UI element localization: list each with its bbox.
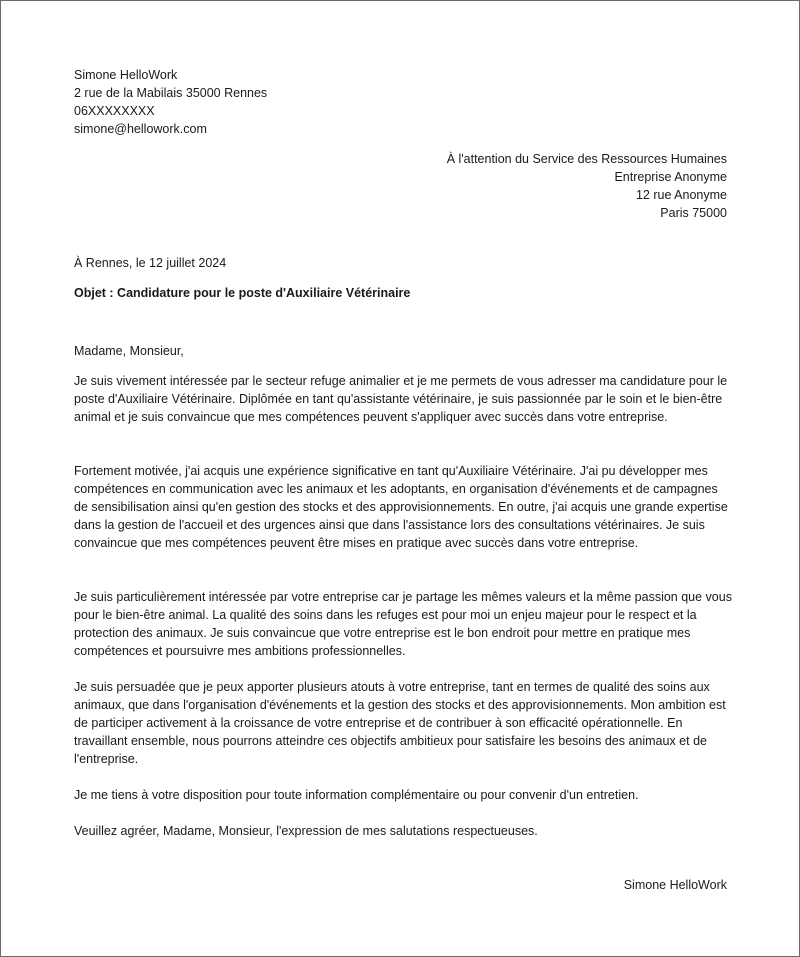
recipient-company: Entreprise Anonyme [614,170,727,184]
body-paragraph-5: Je me tiens à votre disposition pour toute information complémentaire ou pour convenir d'un entretien. [74,788,639,802]
sender-name: Simone HelloWork [74,68,178,82]
recipient-attention: À l'attention du Service des Ressources Humaines [446,152,727,166]
place-date: À Rennes, le 12 juillet 2024 [74,256,227,270]
body-paragraph-2: Fortement motivée, j'ai acquis une expérience significative en tant qu'Auxiliaire Vétérinaire. J'ai pu développer mes compétences en communication avec les animaux et les adoptants, en organisation d'événements et de campagnes de sensibilisation ainsi qu'en gestion des stocks et des approvisionnements. En outre, j'ai acquis une grande expertise dans la gestion de l'accueil et des urgences ainsi que dans l'assistance lors des consultations vétérinaires. Je suis convaincue que mes compétences peuvent être mises en pratique avec succès dans votre entreprise. [74,464,728,550]
sender-email: simone@hellowork.com [74,122,207,136]
recipient-city: Paris 75000 [660,206,727,220]
body-paragraph-4: Je suis persuadée que je peux apporter plusieurs atouts à votre entreprise, tant en termes de qualité des soins aux animaux, que dans l'organisation d'événements et la gestion des stocks et des approvisionnements. Mon ambition est de participer activement à la croissance de votre entreprise et de contribuer à son efficacité opérationnelle. En travaillant ensemble, nous pourrons atteindre ces objectifs ambitieux pour satisfaire les besoins des animaux et de l'entreprise. [74,680,726,766]
closing-formula: Veuillez agréer, Madame, Monsieur, l'expression de mes salutations respectueuses. [74,824,538,838]
subject-line: Objet : Candidature pour le poste d'Auxiliaire Vétérinaire [74,286,411,300]
recipient-street: 12 rue Anonyme [635,188,727,202]
salutation: Madame, Monsieur, [74,344,184,358]
signature: Simone HelloWork [623,878,727,892]
body-paragraph-3: Je suis particulièrement intéressée par votre entreprise car je partage les mêmes valeurs et la même passion que vous pour le bien-être animal. La qualité des soins dans les refuges est pour moi un enjeu majeur pour le respect et la protection des animaux. Je suis convaincue que votre entreprise est le bon endroit pour mettre en pratique mes compétences et poursuivre mes ambitions professionnelles. [74,590,732,658]
sender-phone: 06XXXXXXXX [74,104,155,118]
sender-address: 2 rue de la Mabilais 35000 Rennes [74,86,268,100]
body-paragraph-1: Je suis vivement intéressée par le secteur refuge animalier et je me permets de vous adresser ma candidature pour le poste d'Auxiliaire Vétérinaire. Diplômée en tant qu'assistante vétérinaire, je suis passionnée par le soin et le bien-être animal et je suis convaincue que mes compétences peuvent s'appliquer avec succès dans votre entreprise. [74,374,728,424]
